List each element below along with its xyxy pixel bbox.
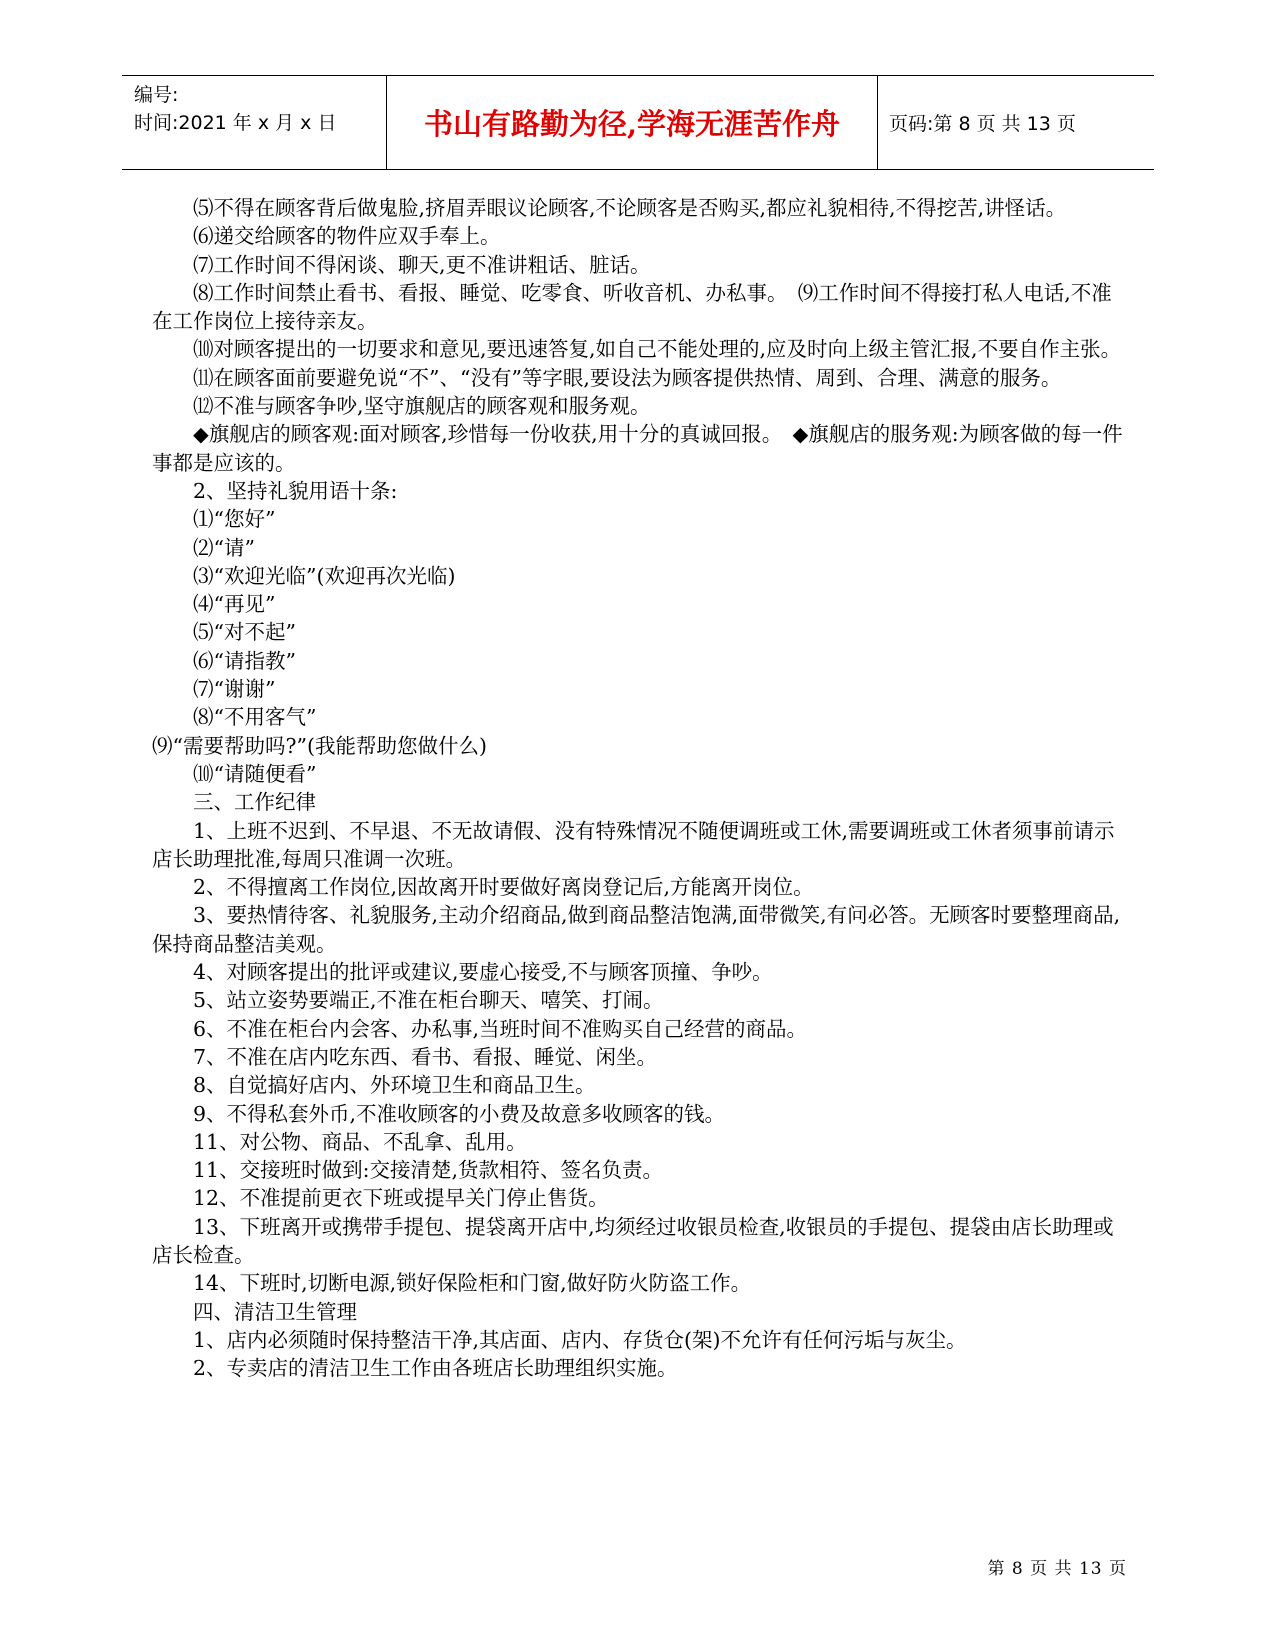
paragraph: 11、对公物、商品、不乱拿、乱用。 <box>193 1129 527 1154</box>
document-number-label: 编号: <box>134 84 179 106</box>
paragraph: ◆旗舰店的顾客观:面对顾客,珍惜每一份收获,用十分的真诚回报。 ◆旗舰店的服务观:为顾客做的每一件事都是应该的。 <box>152 422 1123 475</box>
paragraph: 2、不得擅离工作岗位,因故离开时要做好离岗登记后,方能离开岗位。 <box>193 875 814 900</box>
paragraph: ⑾在顾客面前要避免说“不”、“没有”等字眼,要设法为顾客提供热情、周到、合理、满意的服务。 <box>193 365 1062 390</box>
list-item: ⑴“您好” <box>193 507 276 532</box>
paragraph: 9、不得私套外币,不准收顾客的小费及故意多收顾客的钱。 <box>193 1101 726 1126</box>
paragraph: ⑺工作时间不得闲谈、聊天,更不准讲粗话、脏话。 <box>193 252 651 277</box>
paragraph: 4、对顾客提出的批评或建议,要虚心接受,不与顾客顶撞、争吵。 <box>193 960 773 985</box>
paragraph: 2、专卖店的清洁卫生工作由各班店长助理组织实施。 <box>193 1356 678 1381</box>
paragraph: ⑻工作时间禁止看书、看报、睡觉、吃零食、听收音机、办私事。 ⑼工作时间不得接打私人电话,不准在工作岗位上接待亲友。 <box>152 280 1112 334</box>
paragraph: 14、下班时,切断电源,锁好保险柜和门窗,做好防火防盗工作。 <box>193 1271 752 1296</box>
section-heading: 四、清洁卫生管理 <box>193 1299 357 1324</box>
page-header <box>122 75 1154 170</box>
paragraph: 5、站立姿势要端正,不准在柜台聊天、嘻笑、打闹。 <box>193 988 664 1013</box>
list-item: ⑼“需要帮助吗?”(我能帮助您做什么) <box>152 733 487 758</box>
list-item: ⑽“请随便看” <box>193 761 317 786</box>
paragraph: 1、上班不迟到、不早退、不无故请假、没有特殊情况不随便调班或工休,需要调班或工休者须事前请示店长助理批准,每周只准调一次班。 <box>152 818 1115 871</box>
document-body <box>152 194 1127 1382</box>
paragraph: 13、下班离开或携带手提包、提袋离开店中,均须经过收银员检查,收银员的手提包、提袋由店长助理或店长检查。 <box>152 1214 1114 1267</box>
document-time-label: 时间:2021 年 x 月 x 日 <box>134 112 337 134</box>
paragraph: 8、自觉搞好店内、外环境卫生和商品卫生。 <box>193 1073 596 1098</box>
paragraph: ⑽对顾客提出的一切要求和意见,要迅速答复,如自己不能处理的,应及时向上级主管汇报,不要自作主张。 <box>193 337 1122 362</box>
paragraph: ⑹递交给顾客的物件应双手奉上。 <box>193 224 501 249</box>
list-item: ⑵“请” <box>193 535 255 560</box>
paragraph: 12、不准提前更衣下班或提早关门停止售货。 <box>193 1186 609 1211</box>
header-motto: 书山有路勤为径,学海无涯苦作舟 <box>386 76 878 169</box>
section-item: 2、坚持礼貌用语十条: <box>193 478 398 503</box>
paragraph: 6、不准在柜台内会客、办私事,当班时间不准购买自己经营的商品。 <box>193 1016 808 1041</box>
page-footer: 第 8 页 共 13 页 <box>987 1559 1127 1579</box>
paragraph: ⑿不准与顾客争吵,坚守旗舰店的顾客观和服务观。 <box>193 394 651 419</box>
paragraph: 1、店内必须随时保持整洁干净,其店面、店内、存货仓(架)不允许有任何污垢与灰尘。 <box>193 1327 967 1352</box>
paragraph: ⑸不得在顾客背后做鬼脸,挤眉弄眼议论顾客,不论顾客是否购买,都应礼貌相待,不得挖苦,讲怪话。 <box>193 196 1067 220</box>
list-item: ⑻“不用客气” <box>193 705 317 730</box>
header-left-cell <box>122 76 386 169</box>
list-item: ⑺“谢谢” <box>193 677 276 702</box>
paragraph: 11、交接班时做到:交接清楚,货款相符、签名负责。 <box>193 1158 664 1183</box>
section-heading: 三、工作纪律 <box>193 790 316 815</box>
list-item: ⑷“再见” <box>193 592 276 617</box>
list-item: ⑶“欢迎光临”(欢迎再次光临) <box>193 563 456 588</box>
header-page-info: 页码:第 8 页 共 13 页 <box>889 113 1076 135</box>
list-item: ⑸“对不起” <box>193 620 296 645</box>
paragraph: 7、不准在店内吃东西、看书、看报、睡觉、闲坐。 <box>193 1044 658 1069</box>
list-item: ⑹“请指教” <box>193 648 296 673</box>
paragraph: 3、要热情待客、礼貌服务,主动介绍商品,做到商品整洁饱满,面带微笑,有问必答。无顾客时要整理商品,保持商品整洁美观。 <box>152 903 1121 956</box>
